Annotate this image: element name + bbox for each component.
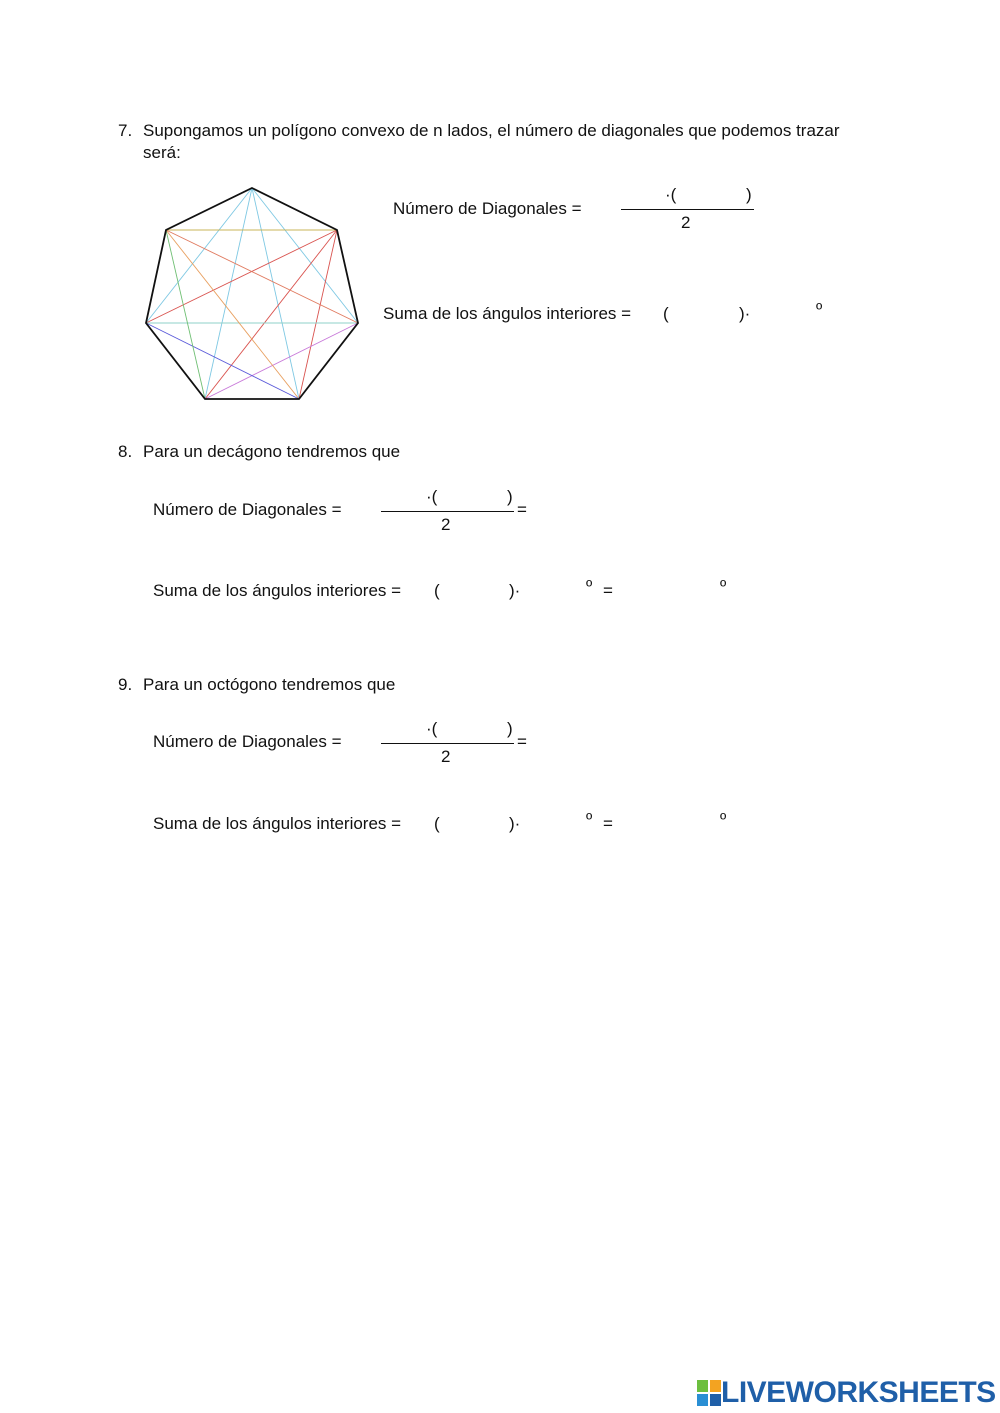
- diagonal-line: [146, 230, 337, 323]
- liveworksheets-logo-icon: [697, 1380, 721, 1406]
- q9-fraction-bar: [381, 743, 514, 744]
- q8-numerator-close: ): [507, 487, 513, 506]
- q9-numerator-open: ·(: [426, 719, 438, 738]
- q8-numerator-open: ·(: [426, 487, 438, 506]
- q9-equals-angles: =: [603, 814, 613, 833]
- diagonal-line: [205, 323, 358, 399]
- diagonal-line: [146, 188, 252, 323]
- q8-equals-angles: =: [603, 581, 613, 600]
- q9-denominator: 2: [441, 747, 451, 766]
- diagonal-line: [166, 230, 358, 323]
- q8-number: 8.: [118, 442, 133, 461]
- q7-fraction-bar: [621, 209, 754, 210]
- q7-numerator-close: ): [746, 185, 752, 204]
- diagonal-line: [205, 230, 337, 399]
- q9-degree-symbol: º: [586, 810, 593, 829]
- q7-number: 7.: [118, 121, 133, 140]
- q9-diagonals-label: Número de Diagonales =: [153, 732, 342, 751]
- q7-denominator: 2: [681, 213, 691, 232]
- q9-result-degree-symbol: º: [720, 810, 727, 829]
- heptagon-diagonals-figure: [140, 180, 366, 406]
- q8-equals-diagonals: =: [517, 500, 527, 519]
- q7-diagonals-label: Número de Diagonales =: [393, 199, 582, 218]
- q8-close-paren-dot: )·: [509, 581, 521, 600]
- q8-open-paren: (: [434, 581, 440, 600]
- q8-result-degree-symbol: º: [720, 577, 727, 596]
- q7-angles-label: Suma de los ángulos interiores =: [383, 304, 632, 323]
- heptagon-outline: [146, 188, 358, 399]
- q7-degree-symbol: º: [816, 300, 823, 319]
- q7-numerator-open: ·(: [665, 185, 677, 204]
- q9-close-paren-dot: )·: [509, 814, 521, 833]
- q8-diagonals-label: Número de Diagonales =: [153, 500, 342, 519]
- diagonal-line: [205, 188, 252, 399]
- q9-number: 9.: [118, 675, 133, 694]
- q8-fraction-bar: [381, 511, 514, 512]
- q9-open-paren: (: [434, 814, 440, 833]
- q9-angles-label: Suma de los ángulos interiores =: [153, 814, 402, 833]
- q8-prompt: Para un decágono tendremos que: [143, 442, 401, 461]
- q9-prompt: Para un octógono tendremos que: [143, 675, 396, 694]
- q7-prompt-line1: Supongamos un polígono convexo de n lados, el número de diagonales que podemos trazar: [143, 121, 840, 140]
- diagonal-line: [146, 323, 299, 399]
- q8-denominator: 2: [441, 515, 451, 534]
- q8-degree-symbol: º: [586, 577, 593, 596]
- q9-equals-diagonals: =: [517, 732, 527, 751]
- liveworksheets-logo-text: LIVEWORKSHEETS: [721, 1376, 996, 1409]
- liveworksheets-logo: [697, 1378, 996, 1408]
- q7-open-paren: (: [663, 304, 669, 323]
- diagonal-line: [252, 188, 299, 399]
- q7-close-paren-dot: )·: [739, 304, 751, 323]
- q7-prompt-line2: será:: [143, 143, 181, 162]
- q9-numerator-close: ): [507, 719, 513, 738]
- q8-angles-label: Suma de los ángulos interiores =: [153, 581, 402, 600]
